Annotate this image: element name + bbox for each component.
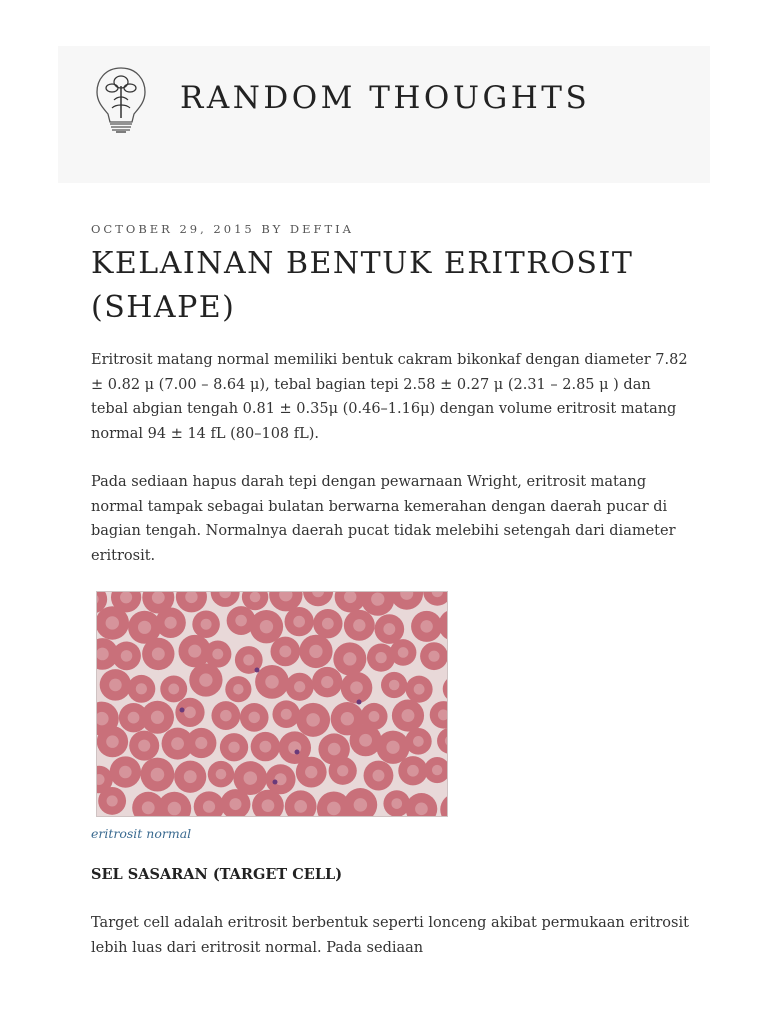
erythrocyte-micrograph	[96, 591, 448, 817]
erythrocyte	[174, 761, 206, 793]
erythrocyte	[189, 663, 222, 696]
erythrocyte	[312, 667, 343, 698]
paragraph-3: Target cell adalah eritrosit berbentuk seperti lonceng akibat permukaan eritrosit lebih luas dari eritrosit normal. Pada sediaan	[91, 915, 689, 956]
erythrocyte	[375, 614, 405, 644]
erythrocyte	[364, 761, 394, 791]
paragraph-2: Pada sediaan hapus darah tepi dengan pewarnaan Wright, eritrosit matang normal tampak sebagai bulatan berwarna kemerahan dengan daerah pucar di bagian tengah. Normalnya daerah pucat tidak melebihi setengah dari diameter eritrosit.	[91, 474, 676, 564]
erythrocyte	[186, 728, 216, 758]
erythrocyte	[250, 610, 283, 643]
section-heading-target-cell: SEL SASARAN (TARGET CELL)	[91, 866, 343, 883]
erythrocyte	[341, 672, 373, 704]
erythrocyte	[313, 609, 342, 638]
site-header	[58, 46, 710, 183]
erythrocyte	[175, 698, 204, 727]
erythrocyte	[251, 732, 280, 761]
erythrocyte	[272, 700, 300, 728]
blood-smear-image	[97, 592, 447, 816]
post-meta: OCTOBER 29, 2015 BY DEFTIA	[91, 222, 354, 236]
erythrocyte	[110, 756, 141, 787]
paragraph-1: Eritrosit matang normal memiliki bentuk cakram bikonkaf dengan diameter 7.82 ± 0.82 μ (7.00 – 8.64 μ), tebal bagian tepi 2.58 ± 0.27 μ (2.31 – 2.85 μ ) dan tebal abgian tengah 0.81 ± 0.35μ (0.46–1.16μ) dengan volume eritrosit matang normal 94 ± 14 fL (80–108 fL).	[91, 352, 688, 442]
erythrocyte	[406, 676, 433, 703]
erythrocyte	[296, 757, 327, 788]
platelet	[295, 750, 300, 755]
erythrocyte	[240, 703, 269, 732]
erythrocyte	[127, 675, 155, 703]
erythrocyte	[411, 611, 442, 642]
erythrocyte	[211, 701, 240, 730]
erythrocyte	[390, 639, 417, 666]
erythrocyte	[270, 637, 300, 667]
erythrocyte	[286, 673, 314, 701]
erythrocyte	[129, 731, 159, 761]
erythrocyte	[160, 675, 187, 702]
erythrocyte	[265, 764, 295, 794]
site-title[interactable]: RANDOM THOUGHTS	[180, 80, 591, 116]
erythrocyte	[392, 699, 424, 731]
platelet	[255, 668, 260, 673]
erythrocyte	[192, 610, 220, 638]
erythrocyte	[112, 641, 141, 670]
erythrocyte	[100, 669, 132, 701]
erythrocyte	[141, 701, 174, 734]
erythrocyte	[140, 758, 174, 792]
erythrocyte	[255, 665, 289, 699]
post-title: KELAINAN BENTUK ERITROSIT (SHAPE)	[91, 246, 634, 325]
platelet	[357, 700, 362, 705]
erythrocyte	[225, 676, 251, 702]
erythrocyte	[97, 606, 129, 639]
erythrocyte	[208, 761, 234, 787]
erythrocyte	[299, 635, 332, 668]
figure-caption: eritrosit normal	[91, 826, 192, 841]
erythrocyte	[97, 726, 128, 757]
erythrocyte	[142, 638, 174, 670]
erythrocyte	[285, 607, 314, 636]
erythrocyte	[333, 642, 366, 675]
erythrocyte	[98, 787, 126, 815]
erythrocyte	[405, 728, 432, 755]
lightbulb-plant-icon[interactable]	[92, 64, 150, 136]
erythrocyte	[420, 642, 447, 670]
erythrocyte	[220, 733, 248, 761]
erythrocyte	[398, 756, 427, 785]
erythrocyte	[350, 724, 382, 756]
erythrocyte	[381, 672, 407, 698]
erythrocyte	[329, 757, 357, 785]
erythrocyte	[155, 607, 185, 637]
erythrocyte	[296, 703, 330, 737]
platelet	[180, 708, 185, 713]
platelet	[273, 780, 278, 785]
erythrocyte	[344, 610, 375, 641]
